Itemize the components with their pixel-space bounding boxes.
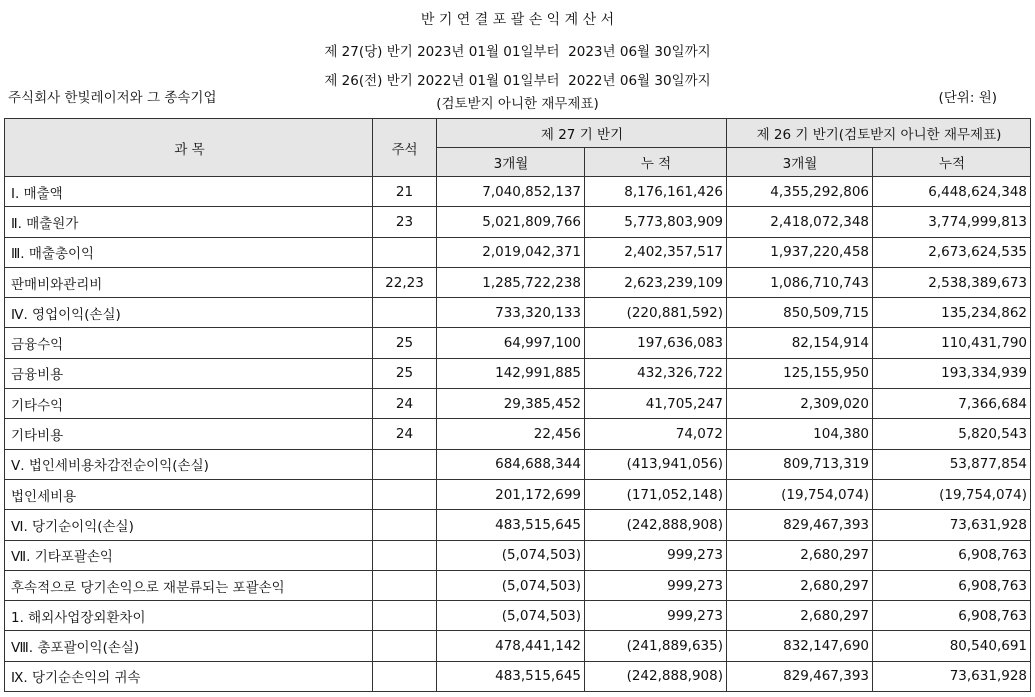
row-prior-3m: 125,155,950 <box>727 358 873 388</box>
row-prior-cum: 193,334,939 <box>873 358 1031 388</box>
table-row <box>5 177 1031 207</box>
row-current-cum: 432,326,722 <box>585 358 727 388</box>
row-prior-3m: 82,154,914 <box>727 328 873 358</box>
company-name: 주식회사 한빛레이저와 그 종속기업 <box>8 90 217 106</box>
row-prior-3m: 2,680,297 <box>727 601 873 631</box>
row-current-3m: 22,456 <box>437 419 585 449</box>
row-prior-3m: 1,937,220,458 <box>727 237 873 267</box>
table-row <box>5 298 1031 328</box>
row-current-3m: 483,515,645 <box>437 510 585 540</box>
row-subject: 기타수익 <box>5 389 373 419</box>
row-current-cum: (241,889,635) <box>585 631 727 661</box>
row-prior-3m: 829,467,393 <box>727 661 873 691</box>
row-prior-cum: 73,631,928 <box>873 661 1031 691</box>
row-current-3m: 1,285,722,238 <box>437 267 585 297</box>
col-current-cum-header: 누 적 <box>585 148 727 177</box>
row-prior-3m: 2,680,297 <box>727 570 873 600</box>
row-current-cum: (242,888,908) <box>585 661 727 691</box>
row-prior-cum: 5,820,543 <box>873 419 1031 449</box>
row-note <box>373 449 437 479</box>
row-current-3m: 733,320,133 <box>437 298 585 328</box>
row-prior-3m: 850,509,715 <box>727 298 873 328</box>
row-prior-cum: 110,431,790 <box>873 328 1031 358</box>
row-current-3m: 478,441,142 <box>437 631 585 661</box>
row-prior-cum: 73,631,928 <box>873 510 1031 540</box>
row-note: 23 <box>373 207 437 237</box>
row-subject: Ⅲ. 매출총이익 <box>5 237 373 267</box>
row-current-cum: 74,072 <box>585 419 727 449</box>
row-subject: Ⅱ. 매출원가 <box>5 207 373 237</box>
table-row <box>5 601 1031 631</box>
row-current-cum: 999,273 <box>585 601 727 631</box>
row-note <box>373 510 437 540</box>
row-current-cum: (220,881,592) <box>585 298 727 328</box>
row-current-3m: (5,074,503) <box>437 570 585 600</box>
row-current-3m: (5,074,503) <box>437 540 585 570</box>
table-row <box>5 510 1031 540</box>
row-prior-cum: (19,754,074) <box>873 479 1031 509</box>
row-current-3m: 7,040,852,137 <box>437 177 585 207</box>
row-prior-cum: 6,908,763 <box>873 601 1031 631</box>
row-note <box>373 570 437 600</box>
col-current-3m-header: 3개월 <box>437 148 585 177</box>
col-prior-3m-header: 3개월 <box>727 148 873 177</box>
row-prior-3m: 2,680,297 <box>727 540 873 570</box>
row-prior-cum: 6,448,624,348 <box>873 177 1031 207</box>
row-prior-3m: 104,380 <box>727 419 873 449</box>
row-current-3m: 142,991,885 <box>437 358 585 388</box>
col-subject-header: 과 목 <box>5 119 373 177</box>
period-current: 제 27(당) 반기 2023년 01월 01일부터 2023년 06월 30일까지 <box>324 44 711 60</box>
row-current-3m: 201,172,699 <box>437 479 585 509</box>
row-current-cum: 8,176,161,426 <box>585 177 727 207</box>
row-current-3m: 29,385,452 <box>437 389 585 419</box>
unit-label: (단위: 원) <box>938 90 997 106</box>
row-subject: 금융수익 <box>5 328 373 358</box>
review-note: (검토받지 아니한 재무제표) <box>436 96 599 112</box>
table-row <box>5 207 1031 237</box>
col-current-header: 제 27 기 반기 <box>437 119 727 148</box>
row-note: 25 <box>373 358 437 388</box>
col-prior-cum-header: 누적 <box>873 148 1031 177</box>
row-current-3m: 64,997,100 <box>437 328 585 358</box>
row-note <box>373 298 437 328</box>
row-note <box>373 479 437 509</box>
row-prior-3m: (19,754,074) <box>727 479 873 509</box>
row-current-3m: 5,021,809,766 <box>437 207 585 237</box>
row-current-cum: 41,705,247 <box>585 389 727 419</box>
row-current-cum: 5,773,803,909 <box>585 207 727 237</box>
row-subject: 기타비용 <box>5 419 373 449</box>
row-note <box>373 661 437 691</box>
row-current-cum: 2,402,357,517 <box>585 237 727 267</box>
col-prior-header: 제 26 기 반기(검토받지 아니한 재무제표) <box>727 119 1031 148</box>
row-prior-cum: 80,540,691 <box>873 631 1031 661</box>
table-row <box>5 389 1031 419</box>
row-subject: 후속적으로 당기손익으로 재분류되는 포괄손익 <box>5 570 373 600</box>
row-prior-3m: 4,355,292,806 <box>727 177 873 207</box>
row-subject: 판매비와관리비 <box>5 267 373 297</box>
row-note <box>373 237 437 267</box>
row-prior-3m: 809,713,319 <box>727 449 873 479</box>
row-prior-3m: 832,147,690 <box>727 631 873 661</box>
row-current-cum: (171,052,148) <box>585 479 727 509</box>
row-prior-cum: 2,673,624,535 <box>873 237 1031 267</box>
row-current-cum: (413,941,056) <box>585 449 727 479</box>
row-subject: Ⅳ. 영업이익(손실) <box>5 298 373 328</box>
table-row <box>5 570 1031 600</box>
row-prior-cum: 6,908,763 <box>873 540 1031 570</box>
row-subject: Ⅸ. 당기순손익의 귀속 <box>5 661 373 691</box>
table-row <box>5 449 1031 479</box>
row-note <box>373 631 437 661</box>
row-note <box>373 540 437 570</box>
row-note: 24 <box>373 389 437 419</box>
row-current-3m: 2,019,042,371 <box>437 237 585 267</box>
table-row <box>5 419 1031 449</box>
row-current-3m: (5,074,503) <box>437 601 585 631</box>
row-current-cum: 197,636,083 <box>585 328 727 358</box>
row-subject: 1. 해외사업장외환차이 <box>5 601 373 631</box>
row-note: 25 <box>373 328 437 358</box>
row-prior-cum: 2,538,389,673 <box>873 267 1031 297</box>
row-prior-3m: 2,418,072,348 <box>727 207 873 237</box>
row-subject: Ⅶ. 기타포괄손익 <box>5 540 373 570</box>
row-note <box>373 601 437 631</box>
table-row <box>5 479 1031 509</box>
table-row <box>5 661 1031 691</box>
table-row <box>5 328 1031 358</box>
row-prior-cum: 3,774,999,813 <box>873 207 1031 237</box>
row-subject: 금융비용 <box>5 358 373 388</box>
row-prior-3m: 829,467,393 <box>727 510 873 540</box>
row-subject: 법인세비용 <box>5 479 373 509</box>
statement-title: 반 기 연 결 포 괄 손 익 계 산 서 <box>420 12 615 28</box>
row-prior-3m: 1,086,710,743 <box>727 267 873 297</box>
row-subject: Ⅵ. 당기순이익(손실) <box>5 510 373 540</box>
income-statement-table <box>4 118 1031 692</box>
row-prior-3m: 2,309,020 <box>727 389 873 419</box>
row-prior-cum: 135,234,862 <box>873 298 1031 328</box>
row-prior-cum: 53,877,854 <box>873 449 1031 479</box>
row-note: 24 <box>373 419 437 449</box>
table-row <box>5 237 1031 267</box>
table-row <box>5 267 1031 297</box>
row-current-cum: (242,888,908) <box>585 510 727 540</box>
table-row <box>5 631 1031 661</box>
row-prior-cum: 6,908,763 <box>873 570 1031 600</box>
row-current-3m: 483,515,645 <box>437 661 585 691</box>
row-current-cum: 2,623,239,109 <box>585 267 727 297</box>
row-note: 21 <box>373 177 437 207</box>
row-current-3m: 684,688,344 <box>437 449 585 479</box>
row-current-cum: 999,273 <box>585 570 727 600</box>
row-subject: Ⅴ. 법인세비용차감전순이익(손실) <box>5 449 373 479</box>
col-note-header: 주석 <box>373 119 437 177</box>
row-prior-cum: 7,366,684 <box>873 389 1031 419</box>
row-note: 22,23 <box>373 267 437 297</box>
row-subject: Ⅷ. 총포괄이익(손실) <box>5 631 373 661</box>
table-row <box>5 540 1031 570</box>
table-row <box>5 358 1031 388</box>
row-subject: Ⅰ. 매출액 <box>5 177 373 207</box>
header-row-1 <box>5 119 1031 148</box>
period-prior: 제 26(전) 반기 2022년 01월 01일부터 2022년 06월 30일까지 <box>324 73 711 89</box>
row-current-cum: 999,273 <box>585 540 727 570</box>
